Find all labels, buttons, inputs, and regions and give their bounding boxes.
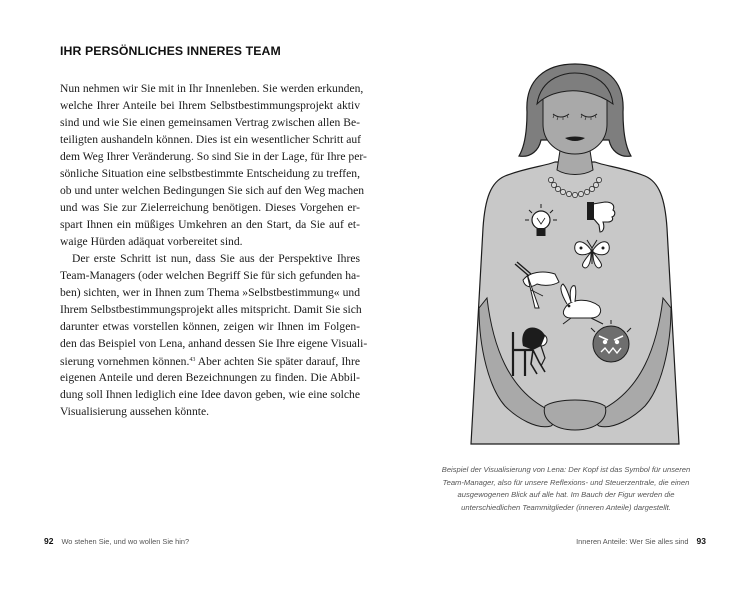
running-head: Wo stehen Sie, und wo wollen Sie hin?	[61, 537, 190, 546]
left-folio	[44, 536, 189, 546]
body-line: den das Beispiel von Lena, anhand dessen Sie Ihre eigene Visuali-	[60, 337, 368, 350]
body-line: Ihrem Selbstbestimmungsprojekt alles mitspricht. Damit Sie sich	[60, 303, 362, 316]
figure-caption	[420, 464, 712, 514]
footnote-reference: 43	[189, 357, 196, 363]
body-line: Team-Managers (oder welchen Begriff Sie für sich gefunden ha-	[60, 269, 360, 282]
body-line: sönliche Situation eine selbstbestimmte Entscheidung zu treffen,	[60, 167, 360, 180]
body-line: und was Sie zur Zielerreichung benötigen. Dieses Vorgehen er-	[60, 201, 360, 214]
body-line: Visualisierung aussehen könnte.	[60, 405, 210, 418]
body-text	[60, 80, 368, 420]
body-line: ben) sichten, wer in Ihnen zum Thema »Selbstbestimmung« und	[60, 286, 360, 299]
body-line-part: Aber achten Sie später darauf, Ihre	[197, 355, 360, 368]
page-number: 92	[44, 536, 54, 546]
body-line: ob und unter welchen Bedingungen Sie sich auf den Weg machen	[60, 184, 365, 197]
body-line: spart Ihnen ein müßiges Umkehren an den Start, da Sie auf et-	[60, 218, 360, 231]
body-line: Der erste Schritt ist nun, dass Sie aus der Perspektive Ihres	[72, 252, 360, 265]
running-head: Inneren Anteile: Wer Sie alles sind	[576, 537, 689, 546]
right-folio	[576, 536, 706, 546]
body-line: welche Ihrer Anteile bei Ihrem Selbstbestimmungsprojekt aktiv	[60, 99, 360, 112]
body-line: waige Hürden adäquat vorbereitet sind.	[60, 235, 243, 248]
body-line-part: sierung vornehmen können.	[60, 355, 190, 368]
inner-team-illustration	[433, 58, 703, 450]
caption-line: Team-Manager, also für unsere Reflexions- und Steuerzentrale, die einen	[442, 477, 690, 487]
body-line: sind und wie Sie einen gemeinsamen Vertrag zwischen allen Be-	[60, 116, 360, 129]
page-number: 93	[696, 536, 706, 546]
body-line: darunter etwas vorstellen können, zeigen wir Ihnen im Folgen-	[60, 320, 360, 333]
body-line	[60, 352, 360, 369]
caption-line: Beispiel der Visualisierung von Lena: Der Kopf ist das Symbol für unseren	[441, 465, 691, 474]
body-line: teiligten aushandeln können. Dies ist ein wesentlicher Schritt auf	[60, 133, 362, 146]
body-line: dung soll Ihnen lediglich eine Idee davon geben, wie eine solche	[60, 388, 360, 401]
caption-line: ausgewogenen Blick auf alle hat. Im Bauch der Figur werden die	[457, 490, 675, 500]
body-line: eigenen Anteile und deren Bezeichnungen zu finden. Die Abbil-	[60, 371, 360, 384]
right-page	[375, 0, 750, 597]
caption-line: unterschiedlichen Teammitglieder (inneren Anteile) dargestellt.	[461, 502, 671, 512]
body-line: Nun nehmen wir Sie mit in Ihr Innenleben. Sie werden erkunden,	[60, 82, 364, 95]
body-line: dem Weg Ihrer Veränderung. So sind Sie in der Lage, für Ihre per-	[60, 150, 367, 163]
section-heading: IHR PERSÖNLICHES INNERES TEAM	[60, 44, 281, 58]
